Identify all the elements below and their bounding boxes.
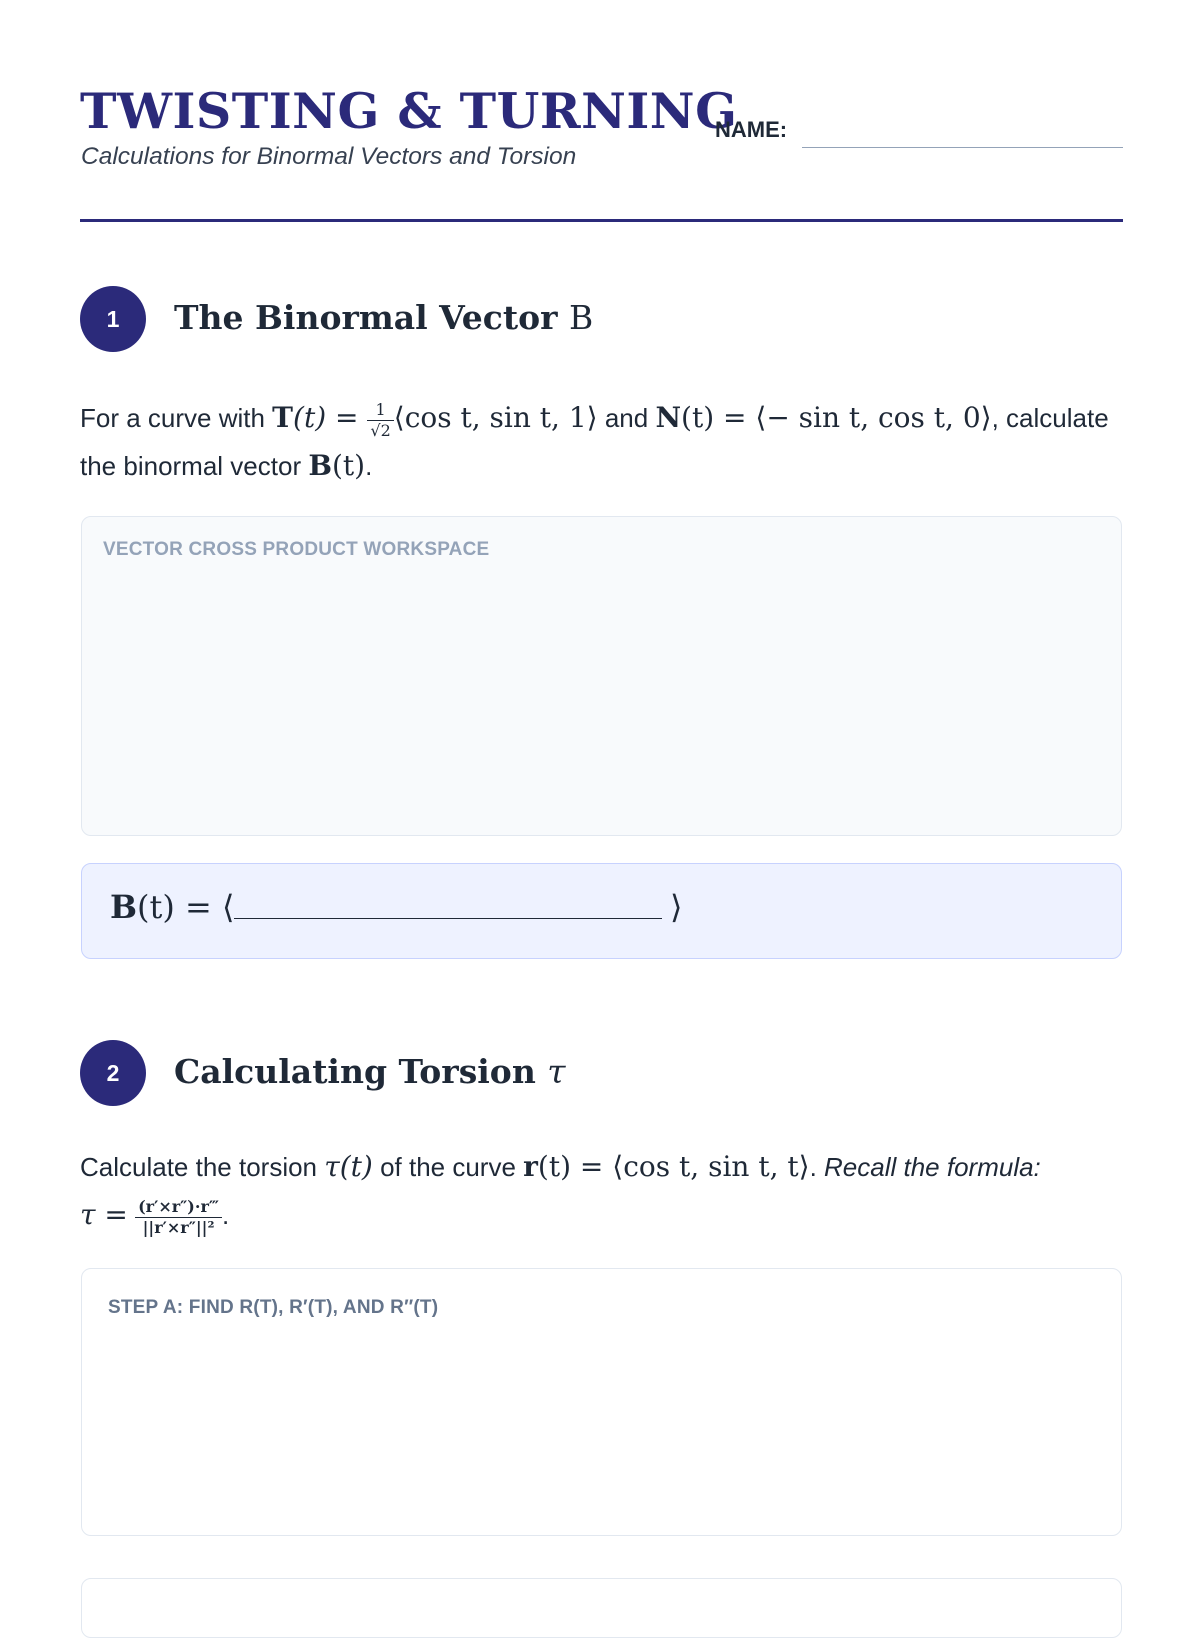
workspace-label: VECTOR CROSS PRODUCT WORKSPACE: [103, 539, 490, 560]
position-vector: (t) = ⟨cos t, sin t, t⟩: [537, 1150, 810, 1183]
name-label: NAME:: [715, 117, 788, 142]
fraction-denominator: √2: [370, 420, 391, 440]
formula-denominator: ||r′×r″||²: [142, 1217, 215, 1237]
torsion-expression: τ(t): [324, 1150, 373, 1183]
tangent-argument: (t) =: [293, 401, 368, 434]
section-1-badge: 1: [80, 286, 146, 352]
answer-lhs-rest: (t) = ⟨: [137, 888, 235, 926]
cross-product-workspace[interactable]: [81, 516, 1122, 836]
normal-vector: (t) = ⟨− sin t, cos t, 0⟩: [681, 401, 992, 434]
section-1-title: [174, 298, 593, 337]
answer-B-symbol: B: [110, 888, 138, 926]
position-symbol: r: [523, 1150, 538, 1183]
next-step-workspace[interactable]: [81, 1578, 1122, 1638]
section-2-problem: [80, 1143, 1125, 1239]
section-2-title-text: Calculating Torsion: [174, 1052, 548, 1091]
answer-lhs: [110, 888, 235, 926]
section-1-title-text: The Binormal Vector: [174, 298, 569, 337]
step-a-workspace[interactable]: [81, 1268, 1122, 1536]
problem-1-and: and: [597, 403, 656, 433]
problem-1-end: .: [365, 451, 373, 481]
binormal-symbol: B: [308, 449, 332, 482]
formula-lhs: τ =: [80, 1198, 128, 1231]
fraction-numerator: 1: [367, 402, 393, 421]
page-title: TWISTING & TURNING: [80, 82, 738, 140]
answer-close-bracket: ⟩: [670, 888, 683, 926]
problem-2-text-c: .: [809, 1152, 825, 1182]
section-2-title: [174, 1052, 566, 1091]
formula-end: .: [221, 1200, 230, 1230]
section-2-title-symbol: τ: [547, 1052, 566, 1091]
step-a-label: STEP A: FIND R(T), R′(T), AND R″(T): [108, 1297, 439, 1318]
header-divider: [80, 219, 1123, 222]
binormal-argument: (t): [332, 449, 366, 482]
page-subtitle: Calculations for Binormal Vectors and Torsion: [81, 143, 577, 170]
section-2-badge: 2: [80, 1040, 146, 1106]
formula-numerator: (r′×r″)·r‴: [135, 1199, 222, 1218]
problem-2-text-b: of the curve: [372, 1152, 524, 1182]
name-field-line[interactable]: [802, 147, 1123, 148]
section-1-title-symbol: B: [568, 298, 594, 337]
problem-2-text-a: Calculate the torsion: [80, 1152, 325, 1182]
binormal-answer-box: [81, 863, 1122, 959]
problem-1-text-b: , calculate the binormal vector: [80, 403, 1109, 481]
binormal-answer-blank[interactable]: [234, 918, 662, 919]
normal-symbol: N: [655, 401, 682, 434]
one-over-root-two: [367, 399, 393, 440]
section-1-problem: [80, 394, 1125, 490]
tangent-vector: ⟨cos t, sin t, 1⟩: [393, 401, 598, 434]
torsion-formula-fraction: [135, 1196, 222, 1237]
tangent-symbol: T: [272, 401, 294, 434]
recall-note: Recall the formula:: [824, 1152, 1041, 1182]
problem-1-text-a: For a curve with: [80, 403, 273, 433]
